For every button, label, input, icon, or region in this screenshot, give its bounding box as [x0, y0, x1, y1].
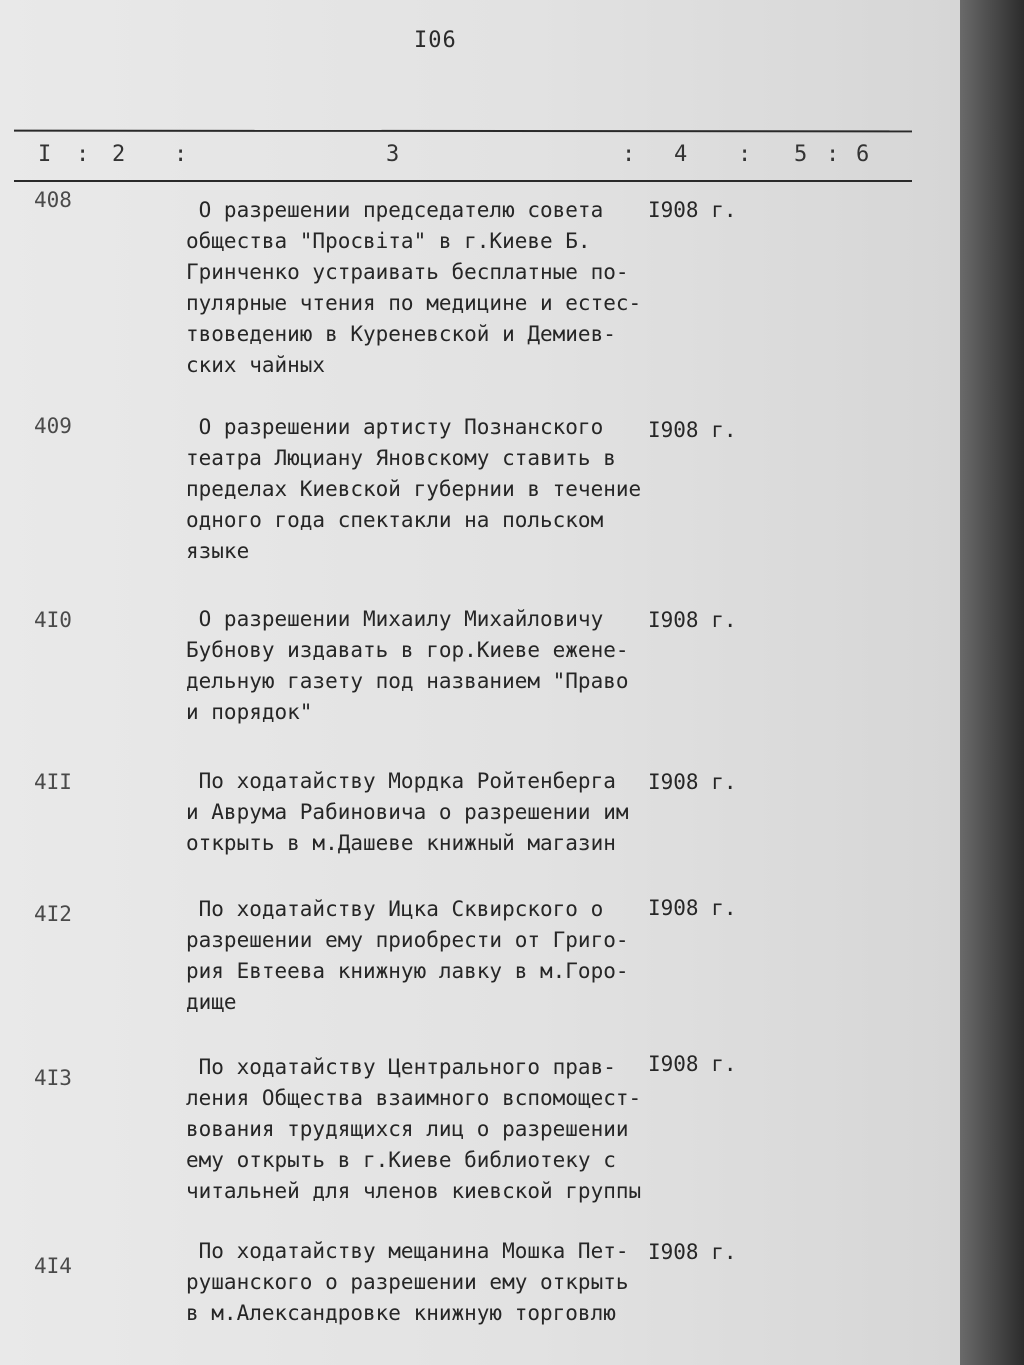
page-edge-shadow — [960, 0, 1024, 1365]
entry-date: I908 г. — [648, 608, 737, 632]
column-header-4: 4 — [674, 142, 688, 167]
entry-number: 4I2 — [34, 902, 72, 926]
entry-text: О разрешении председателю совета общества "Просвіта" в г.Киеве Б. Гринченко устраивать бесплатные по- пулярные чтения по медицине и естес- твоведению в Куреневской и Демиев- ских чайных — [186, 198, 642, 377]
header-bottom-rule — [14, 180, 912, 182]
entry-number: 4II — [34, 770, 72, 794]
entry-date: I908 г. — [648, 896, 737, 920]
entry-date: I908 г. — [648, 1052, 737, 1076]
column-header-5: 5 — [794, 142, 808, 167]
page-number: I06 — [414, 28, 457, 53]
entry-number: 409 — [34, 414, 72, 438]
column-separator: : — [738, 142, 752, 167]
column-separator: : — [76, 142, 90, 167]
entry-text: О разрешении артисту Познанского театра Люциану Яновскому ставить в пределах Киевской губернии в течение одного года спектакли на польском языке — [186, 415, 642, 563]
header-top-rule — [14, 130, 912, 133]
entry-text: По ходатайству Мордка Ройтенберга и Аврума Рабиновича о разрешении им открыть в м.Дашеве книжный магазин — [186, 769, 629, 855]
entry-number: 4I0 — [34, 608, 72, 632]
column-separator: : — [622, 142, 636, 167]
entry-date: I908 г. — [648, 770, 737, 794]
column-header-3: 3 — [386, 142, 400, 167]
column-separator: : — [174, 142, 188, 167]
entry-number: 408 — [34, 188, 72, 212]
column-header-2: 2 — [112, 142, 126, 167]
entry-number: 4I3 — [34, 1066, 72, 1090]
entry-text: О разрешении Михаилу Михайловичу Бубнову издавать в гор.Киеве еженe- дельную газету под названием "Право и порядок" — [186, 607, 629, 724]
entry-text: По ходатайству мещанина Мошка Пет- рушанского о разрешении ему открыть в м.Александровке книжную торговлю — [186, 1239, 629, 1325]
entry-date: I908 г. — [648, 1240, 737, 1264]
entry-date: I908 г. — [648, 198, 737, 222]
entry-date: I908 г. — [648, 418, 737, 442]
entry-number: 4I4 — [34, 1254, 72, 1278]
entry-text: По ходатайству Ицка Сквирского о разрешении ему приобрести от Григо- рия Евтеева книжную лавку в м.Горо- дище — [186, 897, 629, 1014]
column-header-1: I — [38, 142, 52, 167]
column-header-6: 6 — [856, 142, 870, 167]
entry-text: По ходатайству Центрального прав- ления Общества взаимного вспомощест- вования трудящихся лиц о разрешении ему открыть в г.Киеве библиотеку с читальней для членов киевской группы — [186, 1055, 642, 1203]
column-separator: : — [826, 142, 840, 167]
